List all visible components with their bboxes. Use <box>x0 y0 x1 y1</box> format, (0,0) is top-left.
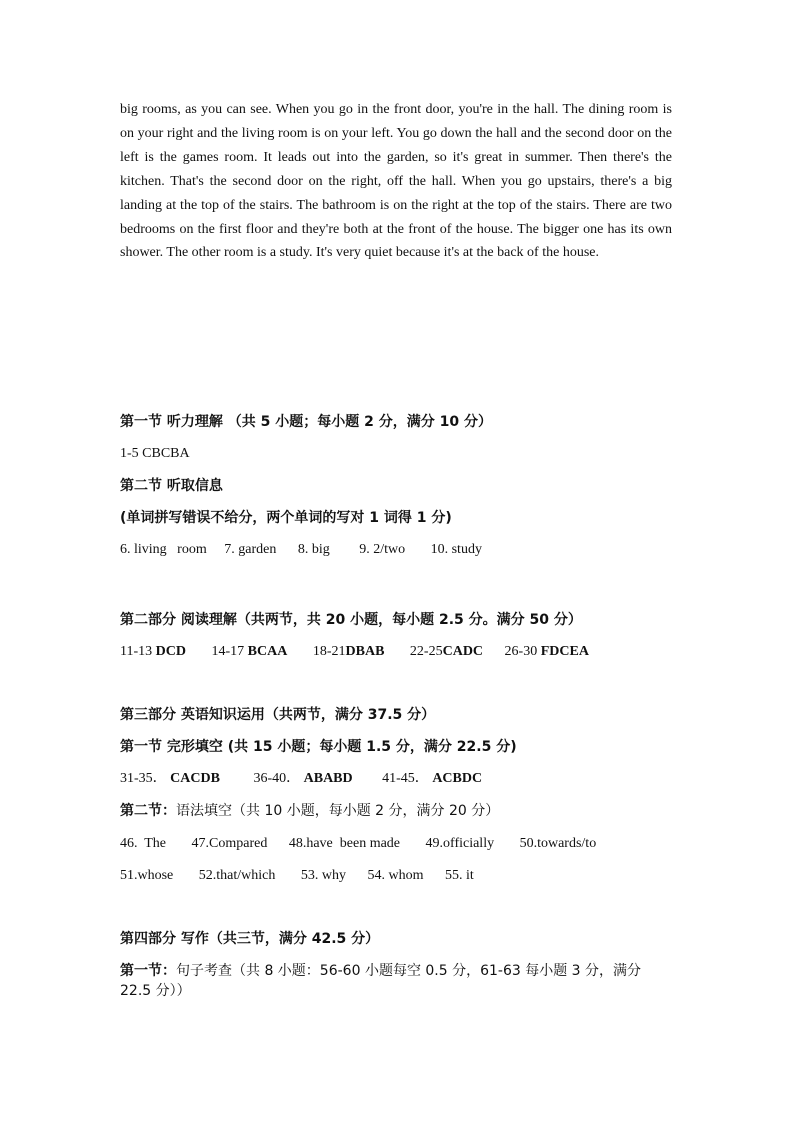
answer-49: 49.officially <box>425 836 495 851</box>
cloze-heading: 第一节 完形填空 (共 15 小题；每小题 1.5 分，满分 22.5 分) <box>120 739 517 755</box>
answer-47: 47.Compared <box>191 836 268 851</box>
cloze-group-3 <box>382 769 482 789</box>
answer-46: 46. The <box>120 836 167 851</box>
answer-7: 7. garden <box>224 542 277 557</box>
answer-9: 9. 2/two <box>359 542 406 557</box>
key: CADC <box>442 644 484 659</box>
part4-heading: 第四部分 写作（共三节，满分 42.5 分） <box>120 931 380 947</box>
answer-53: 53. why <box>300 868 347 883</box>
answer-10: 10. study <box>430 542 482 557</box>
answer-6: 6. living room <box>120 542 207 557</box>
key: FDCEA <box>540 644 589 659</box>
section1-heading: 第一节 听力理解 （共 5 小题；每小题 2 分，满分 10 分） <box>120 414 492 430</box>
answer-55: 55. it <box>445 868 474 883</box>
section1-answers: 1-5 CBCBA <box>120 446 190 461</box>
key: ACBDC <box>432 771 483 786</box>
range: 31-35． <box>120 771 167 786</box>
grammar-answers-row1 <box>120 834 596 854</box>
range: 41-45． <box>382 771 429 786</box>
grammar-heading-text: 语法填空（共 10 小题，每小题 2 分，满分 20 分） <box>176 803 500 819</box>
key: DCD <box>155 644 186 659</box>
key: CACDB <box>170 771 220 786</box>
grammar-heading-label: 第二节： <box>120 803 176 819</box>
section2-answers <box>120 540 482 560</box>
answer-52: 52.that/which <box>198 868 276 883</box>
answer-48: 48.have been made <box>288 836 401 851</box>
reading-group-1 <box>120 642 186 662</box>
reading-group-5 <box>505 642 589 662</box>
cloze-group-2 <box>253 769 352 789</box>
reading-group-2 <box>212 642 288 662</box>
writing-section1-label: 第一节： <box>120 963 176 979</box>
range: 26-30 <box>504 644 541 659</box>
key: BCAA <box>247 644 288 659</box>
listening-transcript: big rooms, as you can see. When you go in the front door, you're in the hall. The dining room is on your right and the living room is on your left. You go down the hall and the second door on the left is the games room. It leads out into the garden, so it's great in summer. Then there's the kitchen. That's the second door on the right, off the hall. When you go upstairs, there's a big landing at the top of the stairs. The bathroom is on the right at the top of the stairs. There are two bedrooms on the first floor and they're both at the front of the house. The bigger one has its own shower. The other room is a study. It's very quiet because it's at the back of the house. <box>120 102 672 261</box>
cloze-group-1 <box>120 769 220 789</box>
reading-group-3 <box>313 642 385 662</box>
range: 11-13 <box>120 644 156 659</box>
range: 18-21 <box>312 644 346 659</box>
answer-50: 50.towards/to <box>519 836 597 851</box>
range: 36-40． <box>253 771 301 786</box>
part3-heading: 第三部分 英语知识运用（共两节，满分 37.5 分） <box>120 707 436 723</box>
part2-heading: 第二部分 阅读理解（共两节，共 20 小题，每小题 2.5 分。满分 50 分） <box>120 612 582 628</box>
cloze-answers <box>120 769 482 789</box>
reading-group-4 <box>410 642 483 662</box>
writing-section1-text: 句子考查（共 8 小题：56-60 小题每空 0.5 分，61-63 每小题 3 分，满分 22.5 分）） <box>120 963 642 999</box>
writing-section1-heading <box>120 961 676 1001</box>
grammar-heading <box>120 801 499 821</box>
answer-54: 54. whom <box>367 868 424 883</box>
section2-note: (单词拼写错误不给分，两个单词的写对 1 词得 1 分) <box>120 510 452 526</box>
grammar-answers-row2 <box>120 866 474 886</box>
section2-heading: 第二节 听取信息 <box>120 478 223 494</box>
part2-answers <box>120 642 589 662</box>
key: DBAB <box>345 644 385 659</box>
key: ABABD <box>303 771 353 786</box>
answer-8: 8. big <box>297 542 330 557</box>
answer-51: 51.whose <box>120 868 174 883</box>
range: 14-17 <box>211 644 248 659</box>
range: 22-25 <box>409 644 443 659</box>
